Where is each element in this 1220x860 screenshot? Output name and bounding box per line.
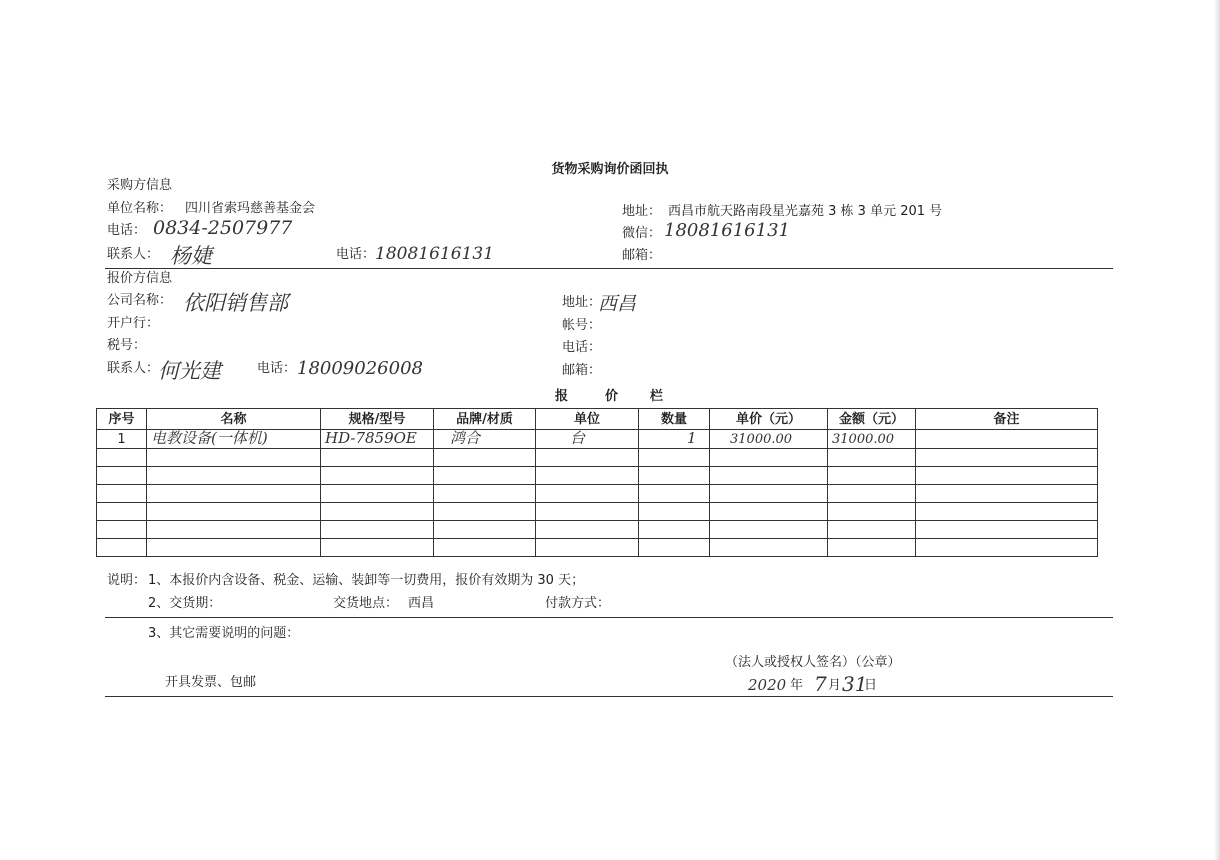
header-qty: 数量 <box>639 409 710 430</box>
cell-brand <box>434 430 536 449</box>
table-row <box>97 430 1098 449</box>
note-label: 说明： <box>107 573 147 588</box>
delivery-place-value: 西昌 <box>408 596 435 611</box>
header-name: 名称 <box>147 409 321 430</box>
seller-address-value: 西昌 <box>598 293 637 315</box>
note-item-2-label: 2、交货期： <box>148 596 222 611</box>
buyer-contact-phone-label: 电话： <box>336 247 376 262</box>
signature-year-label: 年 <box>790 678 804 693</box>
table-row <box>97 485 1098 503</box>
payment-label: 付款方式： <box>545 596 611 611</box>
header-unit: 单位 <box>536 409 639 430</box>
cell-qty <box>639 430 710 449</box>
seller-phone-label: 电话： <box>562 340 602 355</box>
quote-bar-char-3: 栏 <box>650 389 664 404</box>
cell-unit-text: 台 <box>570 429 586 447</box>
notes-divider <box>105 617 1113 618</box>
bottom-divider <box>105 696 1113 697</box>
buyer-address-value: 西昌市航天路南段星光嘉苑 3 栋 3 单元 201 号 <box>668 204 943 219</box>
cell-unit-price <box>710 430 828 449</box>
seller-contact-phone-value: 18009026008 <box>297 358 423 379</box>
seller-contact-phone-label: 电话： <box>257 361 297 376</box>
table-header-row <box>97 409 1098 430</box>
seller-tax-label: 税号： <box>107 338 147 353</box>
cell-qty-text: 1 <box>687 429 697 447</box>
buyer-wechat-label: 微信： <box>622 226 662 241</box>
cell-unit-price-text: 31000.00 <box>730 431 793 447</box>
header-unit-price: 单价（元） <box>710 409 828 430</box>
cell-amount-text: 31000.00 <box>832 431 895 447</box>
buyer-wechat-value: 18081616131 <box>664 220 790 241</box>
seller-contact-value: 何光建 <box>158 359 221 383</box>
header-amount: 金额（元） <box>828 409 916 430</box>
signature-day-value: 31 <box>842 672 868 696</box>
buyer-section-label: 采购方信息 <box>107 178 173 193</box>
table-row <box>97 449 1098 467</box>
table-row <box>97 467 1098 485</box>
seller-bank-label: 开户行： <box>107 316 160 331</box>
signature-month-label: 月 <box>828 678 842 693</box>
seller-account-label: 帐号： <box>562 318 602 333</box>
header-brand: 品牌/材质 <box>434 409 536 430</box>
cell-amount <box>828 430 916 449</box>
buyer-phone-label: 电话： <box>107 223 147 238</box>
quote-bar-char-2: 价 <box>605 389 619 404</box>
cell-remark <box>916 430 1098 449</box>
header-remark: 备注 <box>916 409 1098 430</box>
seller-company-label: 公司名称： <box>107 293 173 308</box>
quote-bar-char-1: 报 <box>555 389 569 404</box>
seller-address-label: 地址： <box>562 295 602 310</box>
cell-spec <box>321 430 434 449</box>
note-item-3-value: 开具发票、包邮 <box>165 675 257 690</box>
seller-section-label: 报价方信息 <box>107 271 173 286</box>
buyer-contact-phone-value: 18081616131 <box>375 244 494 264</box>
seller-contact-label: 联系人： <box>107 361 160 376</box>
buyer-phone-value: 0834-2507977 <box>153 217 293 239</box>
note-item-1: 1、本报价内含设备、税金、运输、装卸等一切费用，报价有效期为 30 天； <box>148 573 585 588</box>
header-no: 序号 <box>97 409 147 430</box>
cell-brand-text: 鸿合 <box>450 429 481 447</box>
section-divider <box>105 268 1113 269</box>
cell-no: 1 <box>97 430 147 449</box>
scan-edge-shadow <box>1214 0 1220 860</box>
note-item-3: 3、其它需要说明的问题： <box>148 626 300 641</box>
cell-name-text: 电教设备(一体机) <box>151 429 268 447</box>
cell-spec-text: HD-7859OE <box>325 429 417 447</box>
header-spec: 规格/型号 <box>321 409 434 430</box>
cell-unit <box>536 430 639 449</box>
table-row <box>97 503 1098 521</box>
signature-day-label: 日 <box>864 678 878 693</box>
delivery-place-label: 交货地点： <box>333 596 399 611</box>
document-title: 货物采购询价函回执 <box>551 162 669 177</box>
table-row <box>97 539 1098 557</box>
buyer-email-label: 邮箱： <box>622 248 662 263</box>
signature-label: （法人或授权人签名）（公章） <box>725 655 901 670</box>
buyer-unit-label: 单位名称： <box>107 201 173 216</box>
buyer-contact-label: 联系人： <box>107 247 160 262</box>
buyer-address-label: 地址： <box>622 204 662 219</box>
table-row <box>97 521 1098 539</box>
signature-year-value: 2020 <box>748 676 787 694</box>
seller-company-value: 依阳销售部 <box>183 291 288 315</box>
seller-email-label: 邮箱： <box>562 363 602 378</box>
quote-table <box>96 408 1098 557</box>
cell-name <box>147 430 321 449</box>
buyer-unit-value: 四川省索玛慈善基金会 <box>185 201 316 216</box>
buyer-contact-value: 杨婕 <box>170 244 212 268</box>
signature-month-value: 7 <box>814 672 827 696</box>
